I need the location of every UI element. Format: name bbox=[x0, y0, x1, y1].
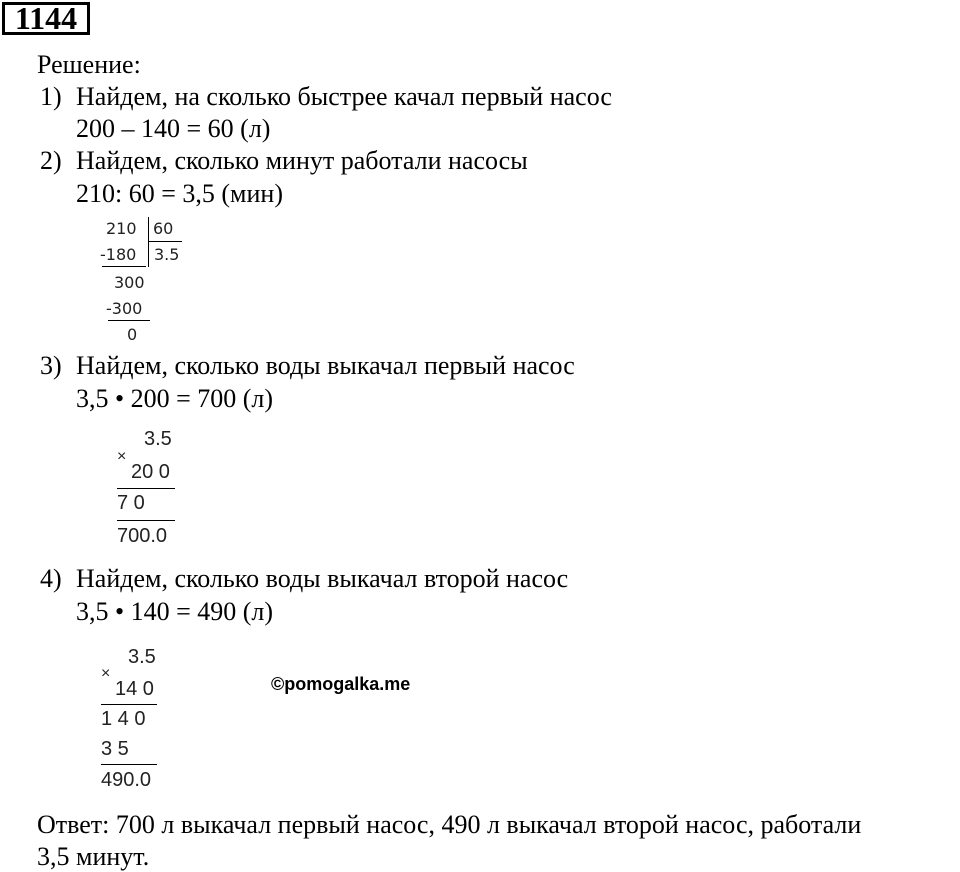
step-4-number: 4) bbox=[40, 564, 62, 593]
mult-2-result: 490.0 bbox=[101, 769, 152, 791]
division-subtrahend-1: -180 bbox=[100, 245, 137, 264]
mult-2-line-1 bbox=[101, 704, 157, 705]
mult-1-sign: × bbox=[117, 448, 127, 465]
division-dividend: 210 bbox=[106, 219, 137, 238]
step-3-number: 3) bbox=[40, 351, 62, 380]
task-number: 1144 bbox=[2, 2, 90, 35]
solution-label: Решение: bbox=[37, 50, 141, 79]
answer-line-2: 3,5 минут. bbox=[37, 842, 150, 871]
mult-2-line-2 bbox=[101, 764, 157, 765]
step-3-text: Найдем, сколько воды выкачал первый насос bbox=[76, 351, 575, 380]
step-1-text: Найдем, на сколько быстрее качал первый насос bbox=[76, 82, 612, 111]
step-3-formula: 3,5 • 200 = 700 (л) bbox=[76, 384, 274, 413]
division-quotient: 3.5 bbox=[154, 245, 180, 264]
mult-2-partial-1: 1 4 0 bbox=[101, 708, 146, 730]
division-underline-1 bbox=[102, 266, 146, 267]
mult-2-sign: × bbox=[101, 665, 111, 682]
watermark: ©pomogalka.me bbox=[271, 674, 411, 694]
mult-2-factor-1: 3.5 bbox=[128, 646, 156, 668]
division-divisor-underline bbox=[148, 241, 182, 242]
step-2-number: 2) bbox=[40, 146, 62, 175]
answer-line-1: Ответ: 700 л выкачал первый насос, 490 л выкачал второй насос, работали bbox=[37, 810, 862, 839]
division-subtrahend-2: -300 bbox=[106, 299, 143, 318]
mult-1-line-2 bbox=[117, 520, 175, 521]
mult-2-factor-2: 14 0 bbox=[115, 678, 154, 700]
step-4-formula: 3,5 • 140 = 490 (л) bbox=[76, 597, 274, 626]
division-underline-2 bbox=[108, 320, 150, 321]
mult-1-partial: 7 0 bbox=[117, 492, 145, 514]
mult-1-line-1 bbox=[117, 488, 175, 489]
step-4-text: Найдем, сколько воды выкачал второй насос bbox=[76, 564, 569, 593]
mult-1-result: 700.0 bbox=[117, 525, 168, 547]
mult-2-partial-2: 3 5 bbox=[101, 738, 129, 760]
step-1-number: 1) bbox=[40, 82, 62, 111]
division-divisor: 60 bbox=[153, 219, 174, 238]
division-remainder-1: 300 bbox=[114, 273, 145, 292]
step-2-text: Найдем, сколько минут работали насосы bbox=[76, 146, 528, 175]
step-2-formula: 210: 60 = 3,5 (мин) bbox=[76, 179, 283, 208]
division-vertical-line bbox=[148, 217, 149, 267]
division-remainder-2: 0 bbox=[127, 325, 138, 344]
mult-1-factor-1: 3.5 bbox=[144, 428, 172, 450]
step-1-formula: 200 – 140 = 60 (л) bbox=[76, 114, 271, 143]
mult-1-factor-2: 20 0 bbox=[131, 461, 170, 483]
